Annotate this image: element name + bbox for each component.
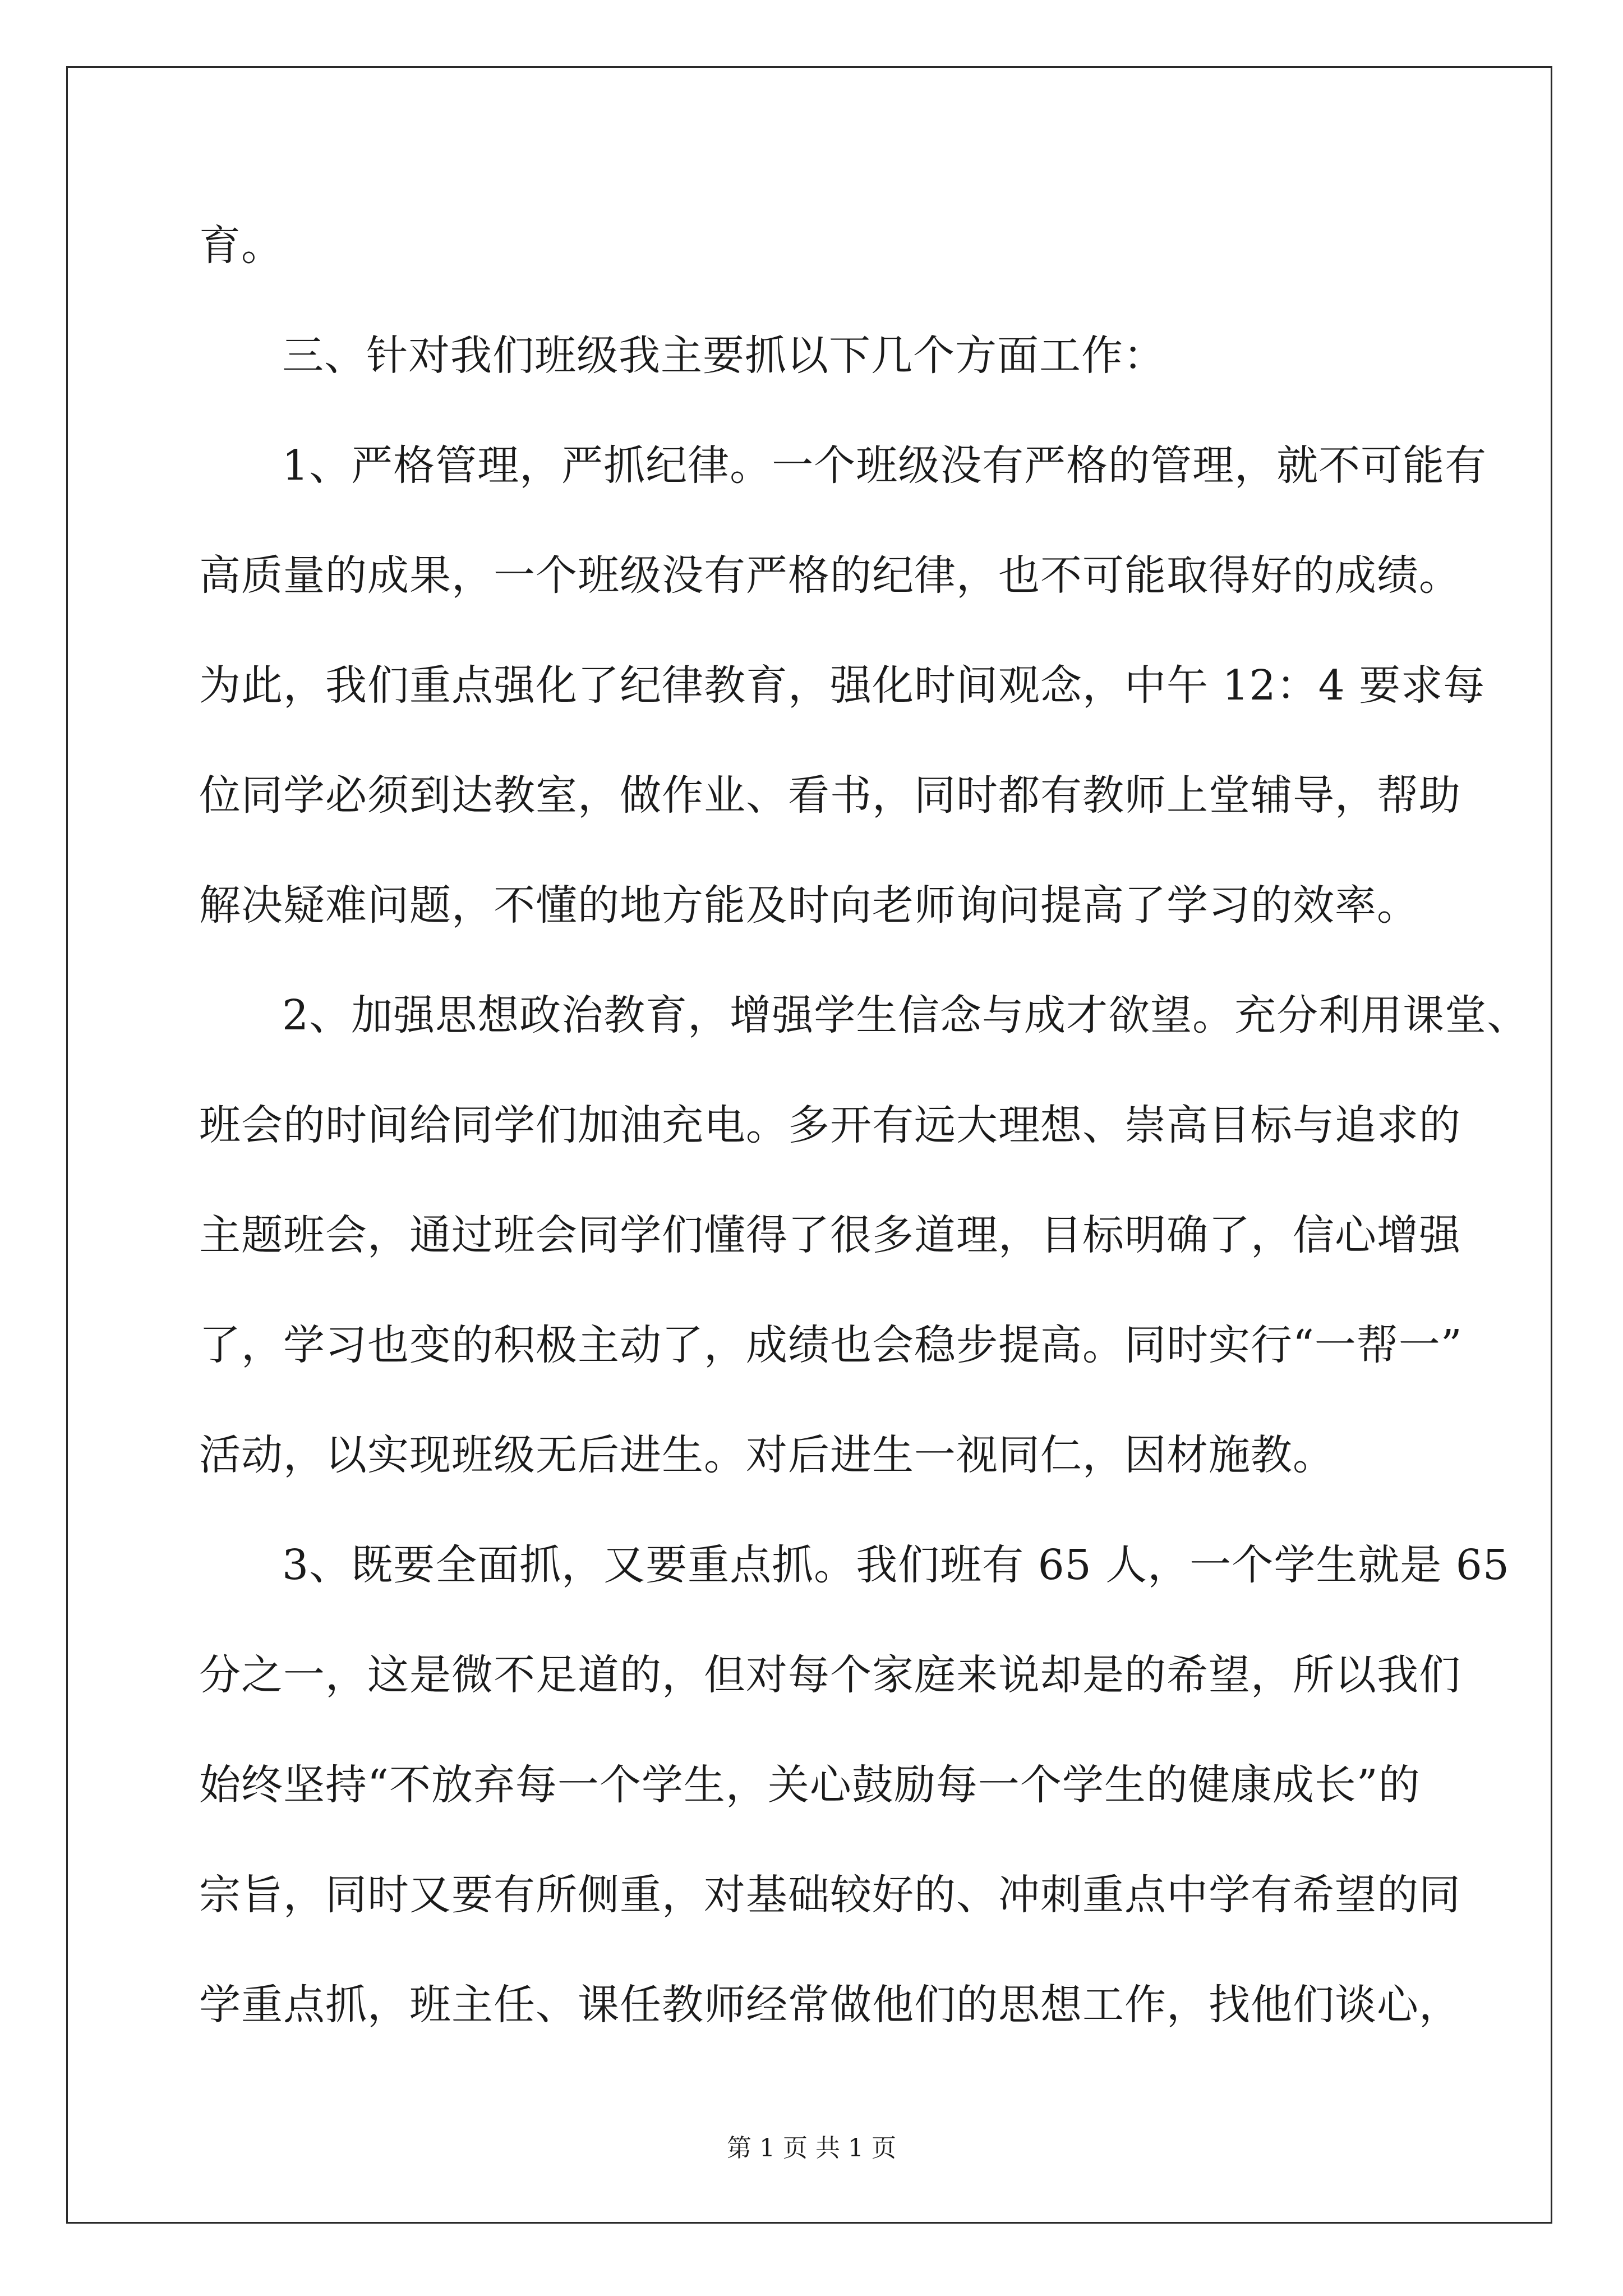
text-line: 分之一，这是微不足道的，但对每个家庭来说却是的希望，所以我们 <box>199 1651 1461 1699</box>
text-line: 始终坚持“不放弃每一个学生，关心鼓励每一个学生的健康成长”的 <box>199 1761 1421 1809</box>
text-line: 1、严格管理，严抓纪律。一个班级没有严格的管理，就不可能有 <box>282 441 1487 490</box>
text-line: 2、加强思想政治教育，增强学生信念与成才欲望。充分利用课堂、 <box>282 991 1529 1039</box>
text-line: 育。 <box>199 222 283 270</box>
page-number-footer: 第 1 页 共 1 页 <box>727 2134 896 2162</box>
text-line: 主题班会，通过班会同学们懂得了很多道理，目标明确了，信心增强 <box>199 1211 1461 1259</box>
text-line: 高质量的成果，一个班级没有严格的纪律，也不可能取得好的成绩。 <box>199 551 1461 600</box>
text-line: 了，学习也变的积极主动了，成绩也会稳步提高。同时实行“一帮一” <box>199 1321 1463 1369</box>
text-line: 3、既要全面抓，又要重点抓。我们班有 65 人，一个学生就是 65 <box>282 1541 1510 1589</box>
text-line: 解决疑难问题，不懂的地方能及时向老师询问提高了学习的效率。 <box>199 881 1419 930</box>
text-line: 为此，我们重点强化了纪律教育，强化时间观念，中午 12：4 要求每 <box>199 661 1486 710</box>
text-line: 活动，以实现班级无后进生。对后进生一视同仁，因材施教。 <box>199 1431 1335 1479</box>
document-body <box>199 191 1529 2060</box>
text-line: 学重点抓，班主任、课任教师经常做他们的思想工作，找他们谈心， <box>199 1981 1461 2029</box>
text-line: 三、针对我们班级我主要抓以下几个方面工作： <box>282 332 1165 380</box>
text-line: 宗旨，同时又要有所侧重，对基础较好的、冲刺重点中学有希望的同 <box>199 1871 1461 1919</box>
text-line: 班会的时间给同学们加油充电。多开有远大理想、崇高目标与追求的 <box>199 1101 1461 1149</box>
text-line: 位同学必须到达教室，做作业、看书，同时都有教师上堂辅导，帮助 <box>199 771 1461 820</box>
